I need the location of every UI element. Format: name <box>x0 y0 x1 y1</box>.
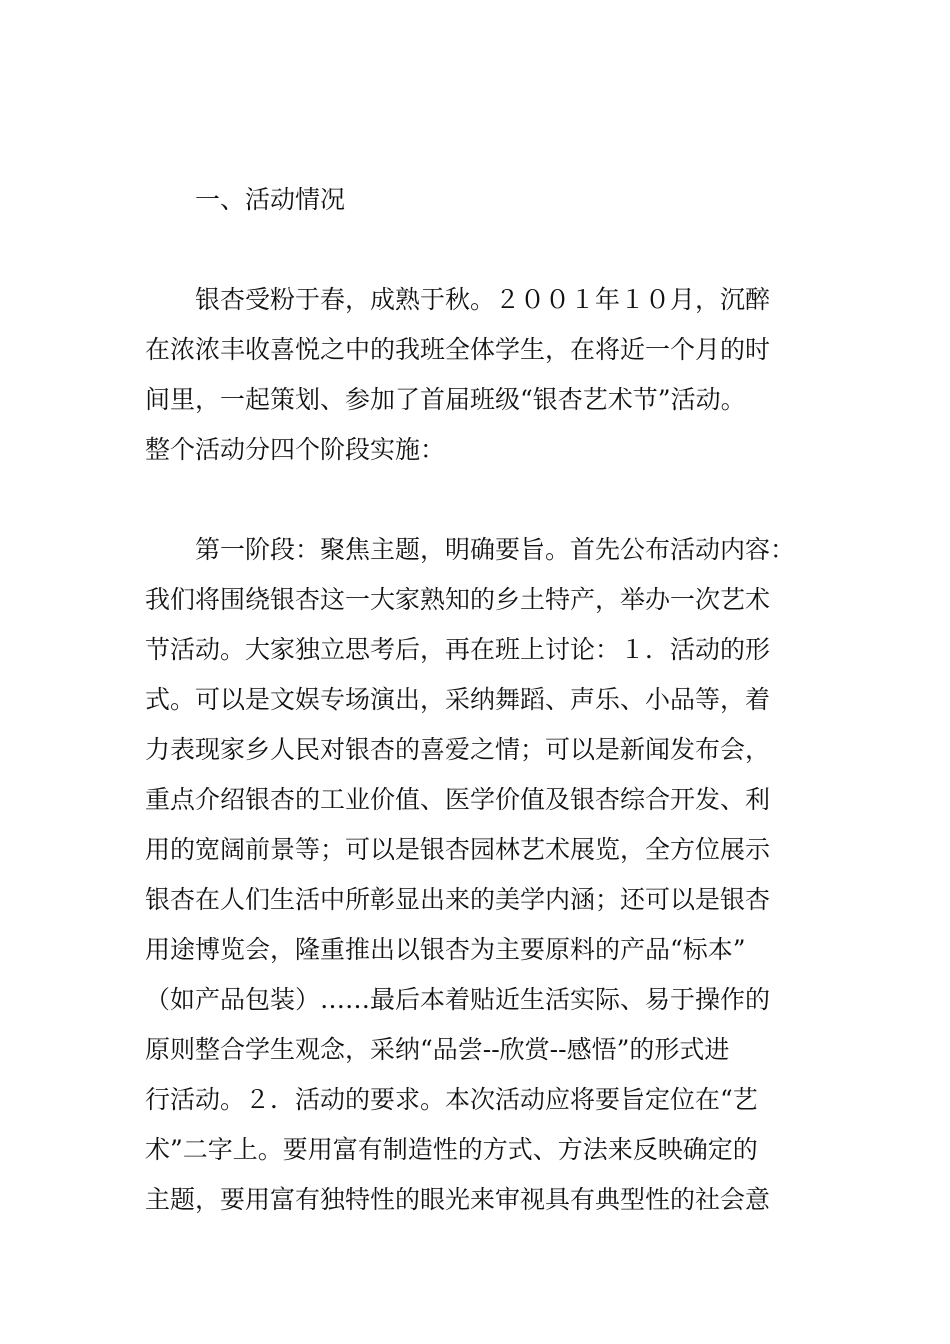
paragraph-line: 我们将围绕银杏这一大家熟知的乡土特产，举办一次艺术 <box>145 585 771 614</box>
paragraph-line: 在浓浓丰收喜悦之中的我班全体学生，在将近一个月的时 <box>145 335 771 364</box>
paragraph-line: 整个活动分四个阶段实施： <box>145 435 446 464</box>
paragraph-line: 节活动。大家独立思考后，再在班上讨论：１．活动的形 <box>145 635 771 664</box>
paragraph-line: 术”二字上。要用富有制造性的方式、方法来反映确定的 <box>145 1135 758 1164</box>
paragraph-line: 银杏受粉于春，成熟于秋。２００１年１０月，沉醉 <box>145 285 771 314</box>
paragraph-line: （如产品包装）……最后本着贴近生活实际、易于操作的 <box>145 985 771 1014</box>
paragraph-line: 间里，一起策划、参加了首届班级“银杏艺术节”活动。 <box>145 385 746 414</box>
paragraph-line: 用的宽阔前景等；可以是银杏园林艺术展览，全方位展示 <box>145 835 771 864</box>
paragraph-line: 第一阶段：聚焦主题，明确要旨。首先公布活动内容： <box>145 535 796 564</box>
paragraph-line: 原则整合学生观念，采纳“品尝--欣赏--感悟”的形式进 <box>145 1035 730 1064</box>
paragraph-stage-one <box>145 525 810 1225</box>
paragraph-line: 用途博览会，隆重推出以银杏为主要原料的产品“标本” <box>145 935 746 964</box>
paragraph-line: 主题，要用富有独特性的眼光来审视具有典型性的社会意 <box>145 1185 771 1214</box>
paragraph-line: 行活动。２．活动的要求。本次活动应将要旨定位在“艺 <box>145 1085 758 1114</box>
paragraph-line: 力表现家乡人民对银杏的喜爱之情；可以是新闻发布会， <box>145 735 771 764</box>
paragraph-line: 银杏在人们生活中所彰显出来的美学内涵；还可以是银杏 <box>145 885 771 914</box>
section-heading <box>145 175 810 225</box>
paragraph-line: 式。可以是文娱专场演出，采纳舞蹈、声乐、小品等，着 <box>145 685 771 714</box>
paragraph-intro <box>145 275 810 475</box>
heading-text: 一、活动情况 <box>145 185 346 214</box>
paragraph-line: 重点介绍银杏的工业价值、医学价值及银杏综合开发、利 <box>145 785 771 814</box>
